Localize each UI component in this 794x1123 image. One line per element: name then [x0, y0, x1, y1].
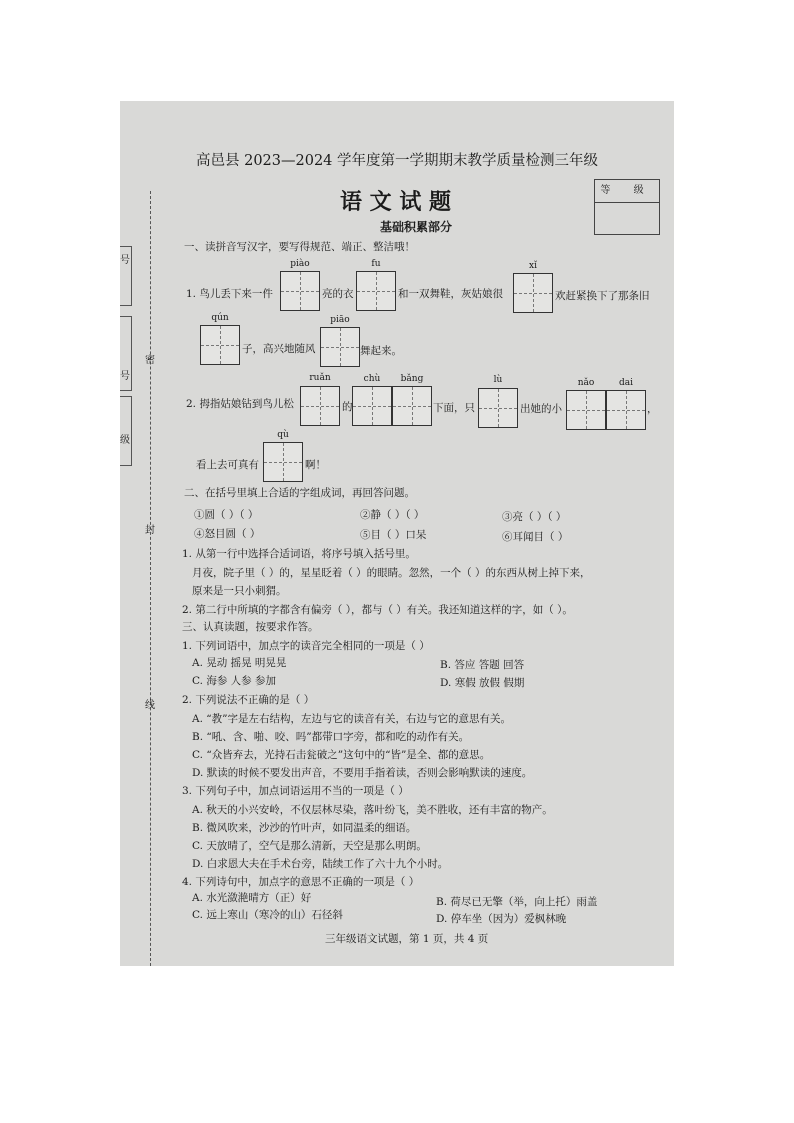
pinyin-bang: bǎng [400, 374, 424, 384]
answer-grid[interactable] [300, 386, 340, 426]
q3-s4-option-a: A. 水光潋滟晴方（正）好 [192, 892, 312, 904]
binding-label-hao2: 号 [120, 371, 130, 382]
q3-s2-option-d: D. 默读的时候不要发出声音，不要用手指着读，否则会影响默读的速度。 [192, 767, 533, 779]
q1-line1-c: 和一双舞鞋，灰姑娘很 [398, 288, 503, 300]
binding-seal-xian: 线 [145, 700, 155, 711]
q3-s2-option-c: C. “众皆弃去，光持石击瓮破之”这句中的“皆”是全、都的意思。 [192, 749, 491, 761]
q3-s3-option-d: D. 白求恩大夫在手术台旁，陆续工作了六十九个小时。 [192, 858, 449, 870]
q1-line1-b: 亮的衣 [322, 288, 354, 300]
scanned-exam-page [120, 101, 674, 966]
q1-line4-a: 看上去可真有 [196, 459, 259, 471]
q1-line3-e: ， [647, 403, 658, 415]
q2-r2c1: ④怒目圆（ ） [194, 528, 261, 540]
pinyin-ruan: ruǎn [309, 373, 331, 383]
q1-line1-d: 欢赶紧换下了那条旧 [555, 290, 650, 302]
subject-title: 语 文 试 题 [340, 189, 451, 215]
q2-sub1: 1. 从第一行中选择合适词语，将序号填入括号里。 [182, 548, 416, 560]
q3-s1-option-d: D. 寒假 放假 假期 [440, 677, 525, 689]
q3-s4-option-c: C. 远上寒山（寒冷的山）石径斜 [192, 909, 343, 921]
page-footer: 三年级语文试题，第 1 页，共 4 页 [325, 933, 489, 945]
q2-r2c3: ⑥耳闻目（ ） [502, 531, 569, 543]
grade-label: 等 级 [595, 180, 659, 203]
q3-s2: 2. 下列说法不正确的是（ ） [182, 694, 315, 706]
q3-s3-option-b: B. 微风吹来，沙沙的竹叶声，如同温柔的细语。 [192, 822, 417, 834]
answer-grid[interactable] [280, 271, 320, 311]
q2-sub1-line2: 原来是一只小刺猬。 [192, 585, 287, 597]
answer-grid[interactable] [392, 386, 432, 426]
pinyin-piao: piào [290, 259, 310, 269]
pinyin-piao2: piāo [330, 315, 350, 325]
binding-seal-feng: 封 [145, 525, 155, 536]
q2-r1c1: ①圆（ ）（ ） [194, 509, 259, 521]
q3-s1-option-c: C. 海参 人参 参加 [192, 675, 277, 687]
q3-s2-option-a: A. “教”字是左右结构，左边与它的读音有关，右边与它的意思有关。 [192, 713, 511, 725]
q2-sub1-line1: 月夜，院子里（ ）的，星星眨着（ ）的眼睛。忽然，一个（ ）的东西从树上掉下来， [192, 567, 591, 579]
exam-title: 高邑县 2023—2024 学年度第一学期期末教学质量检测三年级 [196, 153, 599, 169]
pinyin-chu: chù [363, 374, 381, 384]
q2-heading: 二、在括号里填上合适的字组成词，再回答问题。 [184, 487, 415, 499]
q1-line1-a: 1. 鸟儿丢下来一件 [186, 288, 273, 300]
q1-heading: 一、读拼音写汉字，要写得规范、端正、整洁哦！ [184, 241, 415, 253]
answer-grid[interactable] [478, 388, 518, 428]
q3-s4-option-b: B. 荷尽已无擎（举，向上托）雨盖 [436, 896, 598, 908]
answer-grid[interactable] [606, 390, 646, 430]
binding-label-hao: 号 [120, 255, 130, 266]
q1-line2-a: 子，高兴地随风 [242, 343, 316, 355]
pinyin-nao: nǎo [577, 378, 595, 388]
q1-line4-b: 啊！ [305, 459, 326, 471]
pinyin-fu: fu [371, 259, 381, 269]
q3-s3: 3. 下列句子中，加点词语运用不当的一项是（ ） [182, 785, 409, 797]
q3-s3-option-a: A. 秋天的小兴安岭，不仅层林尽染，落叶纷飞，美不胜收，还有丰富的物产。 [192, 804, 553, 816]
q1-line3-d: 出她的小 [520, 403, 562, 415]
q3-heading: 三、认真读题，按要求作答。 [182, 621, 319, 633]
answer-grid[interactable] [356, 271, 396, 311]
pinyin-xi: xǐ [529, 261, 537, 271]
q1-line2-b: 舞起来。 [360, 345, 402, 357]
binding-margin [120, 191, 156, 966]
q3-s2-option-b: B. “吼、含、啪、咬、吗”都带口字旁，都和吃的动作有关。 [192, 731, 470, 743]
grade-box [594, 179, 660, 235]
q3-s4-option-d: D. 停车坐（因为）爱枫林晚 [436, 913, 567, 925]
pinyin-dai: dai [618, 378, 633, 388]
answer-grid[interactable] [513, 273, 553, 313]
q3-s3-option-c: C. 天放晴了，空气是那么清新，天空是那么明朗。 [192, 840, 427, 852]
pinyin-lu: lù [493, 375, 503, 385]
answer-grid[interactable] [320, 327, 360, 367]
answer-grid[interactable] [352, 386, 392, 426]
q3-s4: 4. 下列诗句中，加点字的意思不正确的一项是（ ） [182, 876, 420, 888]
q1-line3-b: 的 [342, 401, 353, 413]
q3-s1-option-b: B. 答应 答题 回答 [440, 659, 525, 671]
q3-s1: 1. 下列词语中，加点字的读音完全相同的一项是（ ） [182, 640, 430, 652]
q1-line3-c: 下面，只 [433, 402, 475, 414]
pinyin-qu: qù [277, 430, 289, 440]
q2-sub2: 2. 第二行中所填的字都含有偏旁（ ），都与（ ）有关。我还知道这样的字，如（ ）。 [182, 604, 573, 616]
binding-seal-mi: 密 [145, 355, 155, 366]
q1-line3-a: 2. 拇指姑娘钻到鸟儿松 [186, 398, 294, 410]
q2-r1c3: ③亮（ ）（ ） [502, 511, 567, 523]
pinyin-qun: qún [211, 313, 229, 323]
q2-r2c2: ⑤目（ ）口呆 [360, 529, 427, 541]
answer-grid[interactable] [200, 325, 240, 365]
binding-dashed-line [150, 191, 151, 966]
q2-r1c2: ②静（ ）（ ） [360, 509, 425, 521]
answer-grid[interactable] [566, 390, 606, 430]
section-title: 基础积累部分 [380, 220, 453, 234]
q3-s1-option-a: A. 晃动 摇晃 明晃晃 [192, 657, 287, 669]
binding-label-ji: 级 [120, 435, 130, 446]
answer-grid[interactable] [263, 442, 303, 482]
